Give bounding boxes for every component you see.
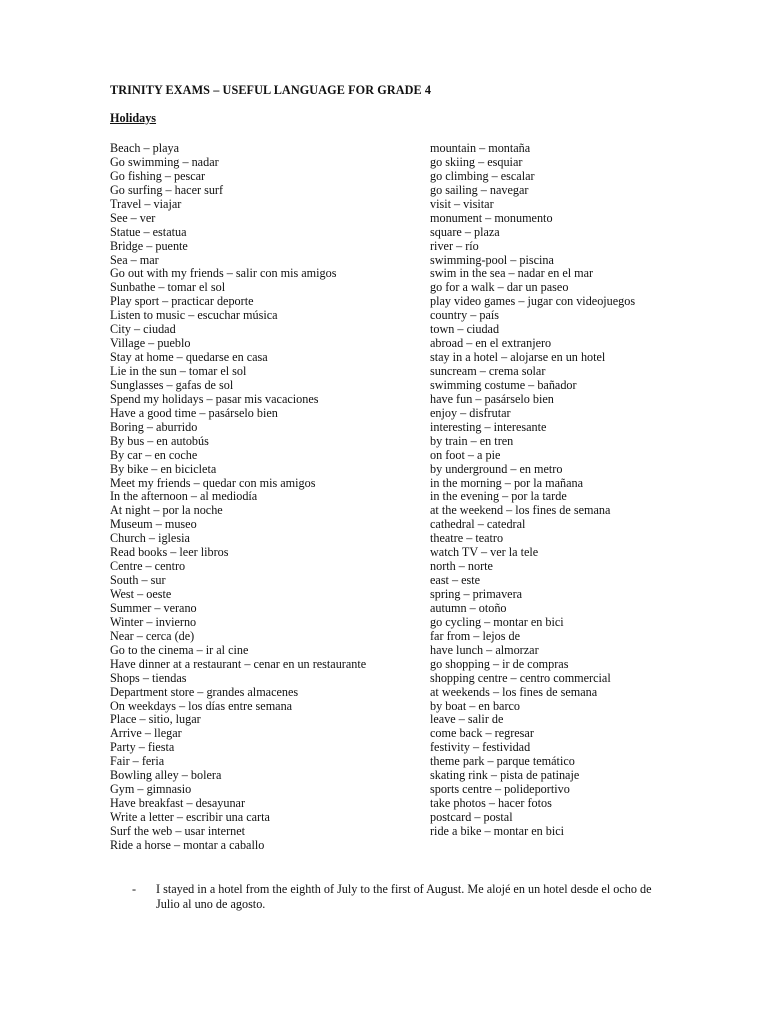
- vocabulary-entry: Go surfing – hacer surf: [110, 182, 224, 197]
- vocabulary-entry: east – este: [430, 573, 481, 588]
- section-heading: Holidays: [110, 111, 157, 125]
- vocabulary-entry: by underground – en metro: [430, 461, 563, 476]
- vocabulary-entry: Department store – grandes almacenes: [110, 684, 299, 699]
- vocabulary-entry: river – río: [430, 238, 479, 253]
- vocabulary-entry: north – norte: [430, 559, 493, 574]
- vocabulary-entry: on foot – a pie: [430, 447, 501, 462]
- vocabulary-entry: By bus – en autobús: [110, 433, 209, 448]
- vocabulary-entry: swimming-pool – piscina: [430, 252, 554, 267]
- vocabulary-entry: spring – primavera: [430, 587, 523, 601]
- vocabulary-entry: Winter – invierno: [110, 614, 197, 629]
- vocabulary-entry: autumn – otoño: [430, 600, 507, 615]
- vocabulary-entry: Museum – museo: [110, 517, 197, 532]
- vocabulary-entry: Sea – mar: [110, 252, 159, 267]
- vocabulary-entry: Near – cerca (de): [110, 628, 195, 643]
- vocabulary-entry: At night – por la noche: [110, 503, 223, 518]
- vocabulary-entry: enjoy – disfrutar: [430, 405, 511, 420]
- vocabulary-entry: Spend my holidays – pasar mis vacaciones: [110, 391, 319, 406]
- vocabulary-entry: Village – pueblo: [110, 336, 191, 351]
- vocabulary-entry: Play sport – practicar deporte: [110, 294, 254, 309]
- vocabulary-entry: take photos – hacer fotos: [430, 796, 552, 811]
- vocabulary-entry: go skiing – esquiar: [430, 154, 523, 169]
- vocabulary-entry: theme park – parque temático: [430, 754, 575, 769]
- vocabulary-entry: have lunch – almorzar: [430, 642, 539, 657]
- vocabulary-entry: Shops – tiendas: [110, 670, 187, 685]
- vocabulary-entry: sports centre – polideportivo: [430, 782, 570, 797]
- vocabulary-entry: Statue – estatua: [110, 224, 187, 239]
- vocabulary-entry: See – ver: [110, 210, 156, 225]
- vocabulary-entry: Place – sitio, lugar: [110, 712, 201, 727]
- vocabulary-entry: by train – en tren: [430, 433, 514, 448]
- vocabulary-entry: in the evening – por la tarde: [430, 489, 567, 504]
- vocabulary-entry: Gym – gimnasio: [110, 782, 192, 797]
- vocabulary-entry: visit – visitar: [430, 196, 494, 211]
- vocabulary-entry: By bike – en bicicleta: [110, 461, 217, 476]
- vocabulary-entry: monument – monumento: [430, 210, 553, 225]
- vocabulary-entry: Party – fiesta: [110, 740, 175, 755]
- vocabulary-entry: On weekdays – los días entre semana: [110, 698, 293, 713]
- vocabulary-entry: far from – lejos de: [430, 628, 521, 643]
- vocabulary-entry: Sunglasses – gafas de sol: [110, 377, 234, 392]
- vocabulary-entry: South – sur: [110, 573, 166, 588]
- vocabulary-entry: interesting – interesante: [430, 419, 547, 434]
- vocabulary-entry: suncream – crema solar: [430, 364, 546, 378]
- vocabulary-entry: Go out with my friends – salir con mis amigos: [110, 266, 337, 281]
- vocabulary-entry: come back – regresar: [430, 726, 534, 741]
- vocabulary-entry: stay in a hotel – alojarse en un hotel: [430, 350, 606, 365]
- vocabulary-entry: Beach – playa: [110, 141, 180, 155]
- vocabulary-entry: go climbing – escalar: [430, 168, 535, 183]
- vocabulary-entry: Write a letter – escribir una carta: [110, 810, 270, 824]
- vocabulary-left-column: [110, 142, 410, 853]
- vocabulary-entry: Have dinner at a restaurant – cenar en un restaurante: [110, 656, 367, 671]
- vocabulary-entry: In the afternoon – al mediodía: [110, 489, 258, 504]
- vocabulary-entry: leave – salir de: [430, 712, 504, 727]
- vocabulary-entry: Meet my friends – quedar con mis amigos: [110, 475, 316, 490]
- vocabulary-entry: go cycling – montar en bici: [430, 614, 564, 629]
- vocabulary-entry: by boat – en barco: [430, 698, 521, 713]
- vocabulary-entry: have fun – pasárselo bien: [430, 391, 554, 406]
- vocabulary-entry: Go fishing – pescar: [110, 168, 206, 183]
- vocabulary-entry: country – país: [430, 308, 500, 323]
- vocabulary-entry: Go swimming – nadar: [110, 154, 219, 169]
- vocabulary-entry: Lie in the sun – tomar el sol: [110, 364, 247, 378]
- vocabulary-entry: West – oeste: [110, 587, 172, 601]
- vocabulary-entry: Have a good time – pasárselo bien: [110, 405, 278, 420]
- vocabulary-right-column: [430, 142, 730, 839]
- vocabulary-entry: go shopping – ir de compras: [430, 656, 569, 671]
- vocabulary-entry: ride a bike – montar en bici: [430, 823, 565, 838]
- vocabulary-entry: swim in the sea – nadar en el mar: [430, 266, 594, 281]
- example-sentence-text: I stayed in a hotel from the eighth of July to the first of August. Me alojé en un hotel desde el ocho de Julio al uno de agosto.: [156, 882, 652, 911]
- vocabulary-entry: Read books – leer libros: [110, 545, 229, 560]
- vocabulary-entry: postcard – postal: [430, 810, 513, 824]
- vocabulary-entry: Surf the web – usar internet: [110, 823, 246, 838]
- vocabulary-entry: Go to the cinema – ir al cine: [110, 642, 249, 657]
- vocabulary-entry: Centre – centro: [110, 559, 186, 574]
- vocabulary-entry: Have breakfast – desayunar: [110, 796, 246, 811]
- vocabulary-entry: festivity – festividad: [430, 740, 531, 755]
- vocabulary-entry: City – ciudad: [110, 322, 176, 337]
- vocabulary-entry: in the morning – por la mañana: [430, 475, 583, 490]
- vocabulary-entry: cathedral – catedral: [430, 517, 526, 532]
- vocabulary-entry: square – plaza: [430, 224, 500, 239]
- vocabulary-entry: Listen to music – escuchar música: [110, 308, 278, 323]
- vocabulary-entry: go sailing – navegar: [430, 182, 529, 197]
- vocabulary-entry: at the weekend – los fines de semana: [430, 503, 611, 518]
- vocabulary-entry: Ride a horse – montar a caballo: [110, 837, 265, 852]
- vocabulary-entry: Summer – verano: [110, 600, 197, 615]
- vocabulary-entry: town – ciudad: [430, 322, 500, 337]
- vocabulary-entry: abroad – en el extranjero: [430, 336, 552, 351]
- vocabulary-entry: Church – iglesia: [110, 531, 190, 546]
- list-bullet: -: [132, 882, 137, 896]
- vocabulary-entry: go for a walk – dar un paseo: [430, 280, 569, 295]
- vocabulary-entry: Bowling alley – bolera: [110, 768, 222, 783]
- vocabulary-entry: play video games – jugar con videojuegos: [430, 294, 636, 309]
- vocabulary-entry: mountain – montaña: [430, 141, 531, 155]
- vocabulary-entry: at weekends – los fines de semana: [430, 684, 598, 699]
- vocabulary-entry: Arrive – llegar: [110, 726, 182, 741]
- document-title: TRINITY EXAMS – USEFUL LANGUAGE FOR GRADE 4: [110, 83, 432, 97]
- vocabulary-entry: watch TV – ver la tele: [430, 545, 539, 560]
- vocabulary-entry: Travel – viajar: [110, 196, 182, 211]
- vocabulary-entry: Stay at home – quedarse en casa: [110, 350, 268, 365]
- vocabulary-entry: shopping centre – centro commercial: [430, 670, 611, 685]
- vocabulary-entry: Sunbathe – tomar el sol: [110, 280, 226, 295]
- vocabulary-entry: Fair – feria: [110, 754, 165, 769]
- vocabulary-entry: theatre – teatro: [430, 531, 504, 546]
- vocabulary-entry: swimming costume – bañador: [430, 377, 577, 392]
- vocabulary-entry: Bridge – puente: [110, 238, 188, 253]
- vocabulary-entry: skating rink – pista de patinaje: [430, 768, 580, 783]
- vocabulary-entry: Boring – aburrido: [110, 419, 198, 434]
- vocabulary-entry: By car – en coche: [110, 447, 198, 462]
